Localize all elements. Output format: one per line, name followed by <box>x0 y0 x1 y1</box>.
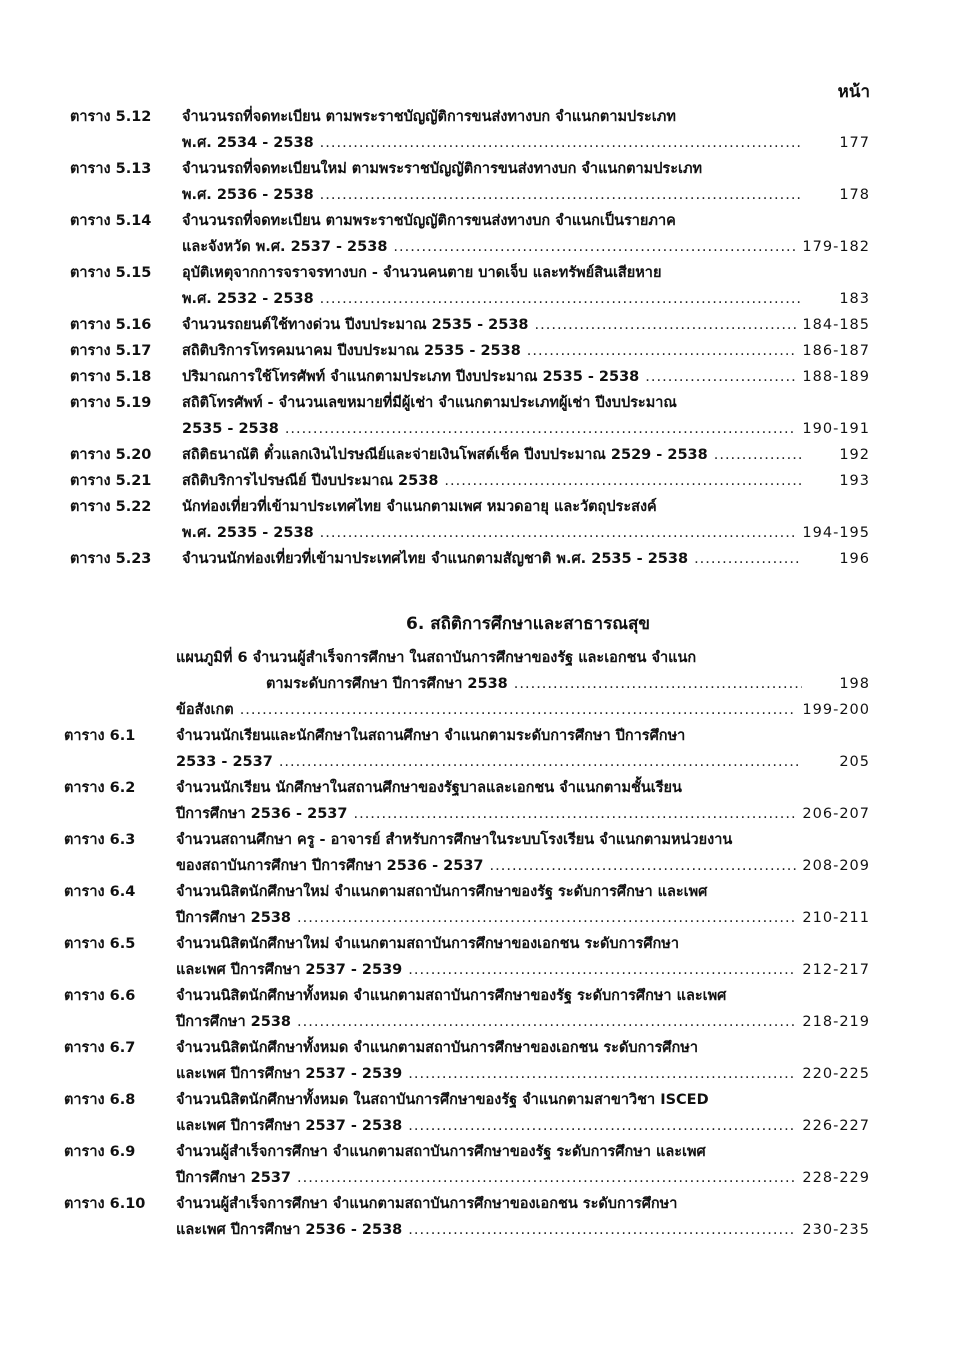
toc-entry[interactable] <box>70 208 870 260</box>
toc-entry-title-cont: 2533 - 2537 <box>176 754 273 770</box>
toc-entry[interactable] <box>64 879 870 931</box>
toc-entry-title-cont: ตามระดับการศึกษา ปีการศึกษา 2538 <box>266 676 508 692</box>
toc-entry-label: ตาราง 5.22 <box>70 499 152 515</box>
toc-entry-page: 177 <box>839 135 870 151</box>
leader-dots <box>320 520 797 546</box>
toc-entry-label: ตาราง 5.12 <box>70 109 152 125</box>
leader-dots <box>535 312 797 338</box>
toc-entry-page: 208-209 <box>802 858 870 874</box>
toc-entry-title: นักท่องเที่ยวที่เข้ามาประเทศไทย จำแนกตามเพศ หมวดอายุ และวัตถุประสงค์ <box>182 499 657 515</box>
toc-entry-title-cont: พ.ศ. 2534 - 2538 <box>182 135 314 151</box>
toc-entry-label: ตาราง 5.14 <box>70 213 152 229</box>
toc-entry-label: ตาราง 6.10 <box>64 1196 146 1212</box>
toc-entry-title-cont: และเพศ ปีการศึกษา 2537 - 2538 <box>176 1118 403 1134</box>
toc-entry-title-cont: สถิติบริการโทรคมนาคม ปีงบประมาณ 2535 - 2538 <box>182 343 521 359</box>
toc-entry-title-cont: ของสถาบันการศึกษา ปีการศึกษา 2536 - 2537 <box>176 858 484 874</box>
toc-entry[interactable] <box>70 312 870 338</box>
toc-entry-page: 220-225 <box>802 1066 870 1082</box>
toc-entry-page: 212-217 <box>802 962 870 978</box>
toc-entry-label: ตาราง 6.7 <box>64 1040 136 1056</box>
toc-entry-label: ตาราง 5.19 <box>70 395 152 411</box>
toc-entry[interactable] <box>64 1035 870 1087</box>
toc-entry-title: จำนวนนิสิตนักศึกษาทั้งหมด จำแนกตามสถาบันการศึกษาของรัฐ ระดับการศึกษา และเพศ <box>176 988 727 1004</box>
toc-entry-title-cont: จำนวนนักท่องเที่ยวที่เข้ามาประเทศไทย จำแนกตามสัญชาติ พ.ศ. 2535 - 2538 <box>182 551 689 567</box>
toc-entry-title: อุบัติเหตุจากการจราจรทางบก - จำนวนคนตาย บาดเจ็บ และทรัพย์สินเสียหาย <box>182 265 662 281</box>
toc-entry-title-cont: ปีการศึกษา 2536 - 2537 <box>176 806 348 822</box>
toc-entry-page: 228-229 <box>802 1170 870 1186</box>
toc-entry-page: 194-195 <box>802 525 870 541</box>
toc-entry-title: จำนวนนิสิตนักศึกษาทั้งหมด จำแนกตามสถาบันการศึกษาของเอกชน ระดับการศึกษา <box>176 1040 698 1056</box>
toc-entry-page: 226-227 <box>802 1118 870 1134</box>
toc-entry-label: ตาราง 6.5 <box>64 936 136 952</box>
toc-entry-page: 190-191 <box>802 421 870 437</box>
toc-entry[interactable] <box>70 364 870 390</box>
section-6-tables <box>0 723 966 1243</box>
section-6-heading: 6. สถิติการศึกษาและสาธารณสุข <box>406 614 650 634</box>
leader-dots <box>645 364 796 390</box>
toc-entry-title-cont: 2535 - 2538 <box>182 421 279 437</box>
section-5-list <box>0 104 966 572</box>
toc-entry-title-cont: และเพศ ปีการศึกษา 2537 - 2539 <box>176 1066 403 1082</box>
toc-entry-title: สถิติโทรศัพท์ - จำนวนเลขหมายที่มีผู้เช่า จำแนกตามประเภทผู้เช่า ปีงบประมาณ <box>182 395 677 411</box>
toc-entry[interactable] <box>70 390 870 442</box>
section-6-list <box>0 645 966 1243</box>
toc-entry-title: จำนวนผู้สำเร็จการศึกษา จำแนกตามสถาบันการศึกษาของเอกชน ระดับการศึกษา <box>176 1196 678 1212</box>
toc-entry-label: ตาราง 5.17 <box>70 343 152 359</box>
toc-entry-label: ตาราง 5.16 <box>70 317 152 333</box>
toc-entry-label: ตาราง 5.15 <box>70 265 152 281</box>
toc-entry-title: จำนวนสถานศึกษา ครู - อาจารย์ สำหรับการศึกษาในระบบโรงเรียน จำแนกตามหน่วยงาน <box>176 832 733 848</box>
leader-dots <box>353 801 796 827</box>
toc-entry-title-cont: สถิติบริการไปรษณีย์ ปีงบประมาณ 2538 <box>182 473 439 489</box>
toc-entry-page: 193 <box>839 473 870 489</box>
toc-entry-title-cont: และเพศ ปีการศึกษา 2537 - 2539 <box>176 962 403 978</box>
toc-entry-title-cont: ปีการศึกษา 2538 <box>176 1014 292 1030</box>
toc-entry[interactable] <box>70 156 870 208</box>
toc-entry[interactable] <box>70 468 870 494</box>
leader-dots <box>297 1165 796 1191</box>
toc-entry[interactable] <box>64 1139 870 1191</box>
toc-entry-page: 179-182 <box>802 239 870 255</box>
toc-entry-title: จำนวนรถที่จดทะเบียนใหม่ ตามพระราชบัญญัติการขนส่งทางบก จำแนกตามประเภท <box>182 161 703 177</box>
toc-entry-title-cont: พ.ศ. 2536 - 2538 <box>182 187 314 203</box>
leader-dots <box>408 1113 796 1139</box>
leader-dots <box>490 853 797 879</box>
toc-entry[interactable] <box>70 260 870 312</box>
leader-dots <box>320 286 802 312</box>
leader-dots <box>694 546 802 572</box>
toc-entry-title-cont: พ.ศ. 2532 - 2538 <box>182 291 314 307</box>
toc-entry-title: จำนวนนิสิตนักศึกษาใหม่ จำแนกตามสถาบันการศึกษาของเอกชน ระดับการศึกษา <box>176 936 680 952</box>
toc-entry-label: ตาราง 6.6 <box>64 988 136 1004</box>
toc-entry-title: จำนวนรถที่จดทะเบียน ตามพระราชบัญญัติการขนส่งทางบก จำแนกตามประเภท <box>182 109 676 125</box>
toc-entry-page: 184-185 <box>802 317 870 333</box>
toc-entry-label: ตาราง 6.3 <box>64 832 136 848</box>
toc-entry-label: ตาราง 5.21 <box>70 473 152 489</box>
toc-entry-page: 198 <box>839 676 870 692</box>
toc-entry-title-cont: ปีการศึกษา 2538 <box>176 910 292 926</box>
toc-entry-title: จำนวนรถที่จดทะเบียน ตามพระราชบัญญัติการขนส่งทางบก จำแนกเป็นรายภาค <box>182 213 676 229</box>
leader-dots <box>240 697 797 723</box>
toc-entry[interactable] <box>64 931 870 983</box>
toc-entry-label: ตาราง 6.8 <box>64 1092 136 1108</box>
toc-entry-title-cont: และเพศ ปีการศึกษา 2536 - 2538 <box>176 1222 403 1238</box>
toc-entry-page: 178 <box>839 187 870 203</box>
toc-entry-page: 192 <box>839 447 870 463</box>
toc-entry-title: จำนวนนักเรียนและนักศึกษาในสถานศึกษา จำแนกตามระดับการศึกษา ปีการศึกษา <box>176 728 686 744</box>
leader-dots <box>408 1061 796 1087</box>
toc-entry-page: 199-200 <box>802 702 870 718</box>
toc-entry-title-cont: และจังหวัด พ.ศ. 2537 - 2538 <box>182 239 388 255</box>
toc-entry-title-cont: สถิติธนาณัติ ตั๋วแลกเงินไปรษณีย์และจ่ายเงินโพสต์เช็ค ปีงบประมาณ 2529 - 2538 <box>182 447 708 463</box>
toc-entry-page: 230-235 <box>802 1222 870 1238</box>
toc-entry-page: 205 <box>839 754 870 770</box>
toc-entry-label: ตาราง 5.13 <box>70 161 152 177</box>
toc-entry[interactable] <box>70 546 870 572</box>
leader-dots <box>279 749 802 775</box>
leader-dots <box>285 416 797 442</box>
toc-entry[interactable] <box>64 1087 870 1139</box>
toc-entry[interactable] <box>64 983 870 1035</box>
leader-dots <box>444 468 802 494</box>
toc-entry-page: 186-187 <box>802 343 870 359</box>
toc-entry-page: 218-219 <box>802 1014 870 1030</box>
toc-entry-title: จำนวนผู้สำเร็จการศึกษา จำแนกตามสถาบันการศึกษาของรัฐ ระดับการศึกษา และเพศ <box>176 1144 706 1160</box>
leader-dots <box>408 957 796 983</box>
leader-dots <box>527 338 797 364</box>
toc-entry-title-cont: ปริมาณการใช้โทรศัพท์ จำแนกตามประเภท ปีงบประมาณ 2535 - 2538 <box>182 369 640 385</box>
leader-dots <box>514 671 802 697</box>
toc-entry-label: ตาราง 5.20 <box>70 447 152 463</box>
leader-dots <box>408 1217 796 1243</box>
leader-dots <box>320 130 802 156</box>
toc-entry-page: 183 <box>839 291 870 307</box>
table-of-contents <box>0 104 966 1243</box>
toc-entry-label: ตาราง 5.18 <box>70 369 152 385</box>
toc-entry-chart-6[interactable] <box>176 645 870 697</box>
leader-dots <box>320 182 802 208</box>
toc-entry-title: แผนภูมิที่ 6 จำนวนผู้สำเร็จการศึกษา ในสถาบันการศึกษาของรัฐ และเอกชน จำแนก <box>176 650 697 666</box>
toc-entry-label: ตาราง 6.4 <box>64 884 136 900</box>
toc-entry-label: ตาราง 6.1 <box>64 728 136 744</box>
toc-entry-page: 196 <box>839 551 870 567</box>
toc-entry[interactable] <box>64 1191 870 1243</box>
toc-entry[interactable] <box>64 775 870 827</box>
toc-entry[interactable] <box>70 494 870 546</box>
toc-entry-label: ตาราง 6.9 <box>64 1144 136 1160</box>
leader-dots <box>714 442 802 468</box>
toc-entry[interactable] <box>64 723 870 775</box>
toc-entry-label: ตาราง 5.23 <box>70 551 152 567</box>
toc-entry-title-cont: พ.ศ. 2535 - 2538 <box>182 525 314 541</box>
toc-entry[interactable] <box>70 338 870 364</box>
toc-entry-title-cont: จำนวนรถยนต์ใช้ทางด่วน ปีงบประมาณ 2535 - 2538 <box>182 317 529 333</box>
toc-entry-title-cont: ปีการศึกษา 2537 <box>176 1170 292 1186</box>
toc-entry-page: 210-211 <box>802 910 870 926</box>
toc-entry-page: 206-207 <box>802 806 870 822</box>
leader-dots <box>297 1009 796 1035</box>
toc-entry[interactable] <box>70 104 870 156</box>
page-column-header: หน้า <box>837 82 870 102</box>
toc-entry-note[interactable] <box>176 697 870 723</box>
toc-entry[interactable] <box>64 827 870 879</box>
toc-entry-title: จำนวนนักเรียน นักศึกษาในสถานศึกษาของรัฐบาลและเอกชน จำแนกตามชั้นเรียน <box>176 780 682 796</box>
toc-entry-title: จำนวนนิสิตนักศึกษาใหม่ จำแนกตามสถาบันการศึกษาของรัฐ ระดับการศึกษา และเพศ <box>176 884 708 900</box>
toc-entry-title: จำนวนนิสิตนักศึกษาทั้งหมด ในสถาบันการศึกษาของรัฐ จำแนกตามสาขาวิชา ISCED <box>176 1092 709 1108</box>
toc-entry-title: ข้อสังเกต <box>176 702 234 718</box>
leader-dots <box>393 234 796 260</box>
leader-dots <box>297 905 796 931</box>
toc-entry-page: 188-189 <box>802 369 870 385</box>
toc-entry[interactable] <box>70 442 870 468</box>
toc-entry-label: ตาราง 6.2 <box>64 780 136 796</box>
